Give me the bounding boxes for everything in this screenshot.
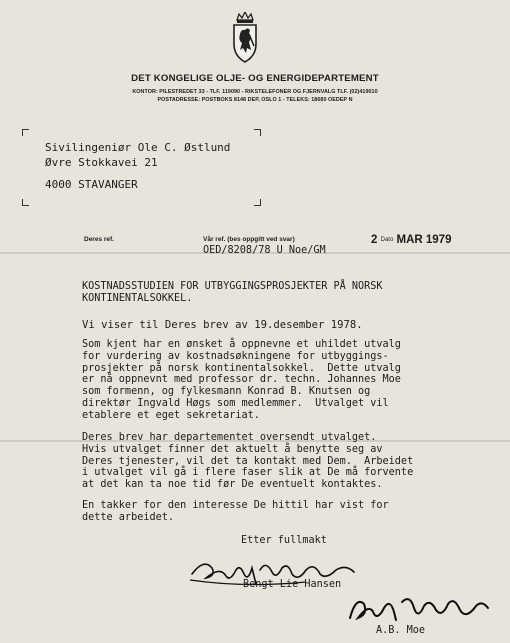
- var-ref-value: OED/8208/78 U Noe/GM: [203, 245, 326, 256]
- subject: [82, 281, 502, 305]
- signer-name: Bengt Lie Hansen: [243, 579, 342, 590]
- text-line: En takker for den interesse De hittil har vist for: [82, 500, 389, 511]
- text-line: at det kan ta noe tid før De eventuelt kontaktes.: [82, 479, 383, 491]
- text-line: Deres tjenester, vil det ta kontakt med Dem. Arbeidet: [82, 455, 414, 467]
- address-window-corner: [22, 199, 29, 206]
- date-day: 2: [371, 234, 378, 246]
- address-window-corner: [254, 199, 261, 206]
- paragraph-committee: [82, 339, 502, 422]
- text-line: Som kjent har en ønsket å oppnevne et uhildet utvalg: [82, 339, 401, 350]
- signature-moe: [344, 590, 494, 628]
- office-address-line: KONTOR: PILESTREDET 33 - TLF. 119090 - RIKSTELEFONER OG FJERNVALG TLF. (02)419010: [132, 89, 378, 95]
- recipient-city: 4000 STAVANGER: [45, 177, 138, 191]
- text-line: er nå oppnevnt med professor dr. techn. Johannes Moe: [82, 374, 401, 386]
- date-label: Dato: [380, 236, 394, 243]
- address-window-corner: [254, 129, 261, 136]
- text-line: Hvis utvalget finner det aktuelt å benytte seg av: [82, 443, 383, 455]
- department-name: DET KONGELIGE OLJE- OG ENERGIDEPARTEMENT: [131, 73, 379, 84]
- subject-line: KOSTNADSSTUDIEN FOR UTBYGGINGSPROSJEKTER PÅ NORSK: [82, 281, 383, 292]
- address-window-corner: [22, 129, 29, 136]
- text-line: i utvalget vil gå i flere faser slik at De må forvente: [82, 467, 414, 479]
- text-line: prosjekter på norsk kontinentalsokkel. Dette utvalg: [82, 362, 401, 374]
- norwegian-coat-of-arms-icon: [228, 12, 262, 64]
- subject-line: KONTINENTALSOKKEL.: [82, 292, 193, 304]
- text-line: direktør Ingvald Høgs som medlemmer. Utvalget vil: [82, 397, 389, 409]
- signer-name: A.B. Moe: [376, 625, 426, 636]
- text-line: dette arbeidet.: [82, 511, 175, 523]
- date-stamp: [371, 234, 451, 246]
- paragraph-forwarded: [82, 432, 502, 491]
- paragraph-intro: Vi viser til Deres brev av 19.desember 1978.: [82, 319, 363, 331]
- paragraph-thanks: [82, 500, 502, 524]
- var-ref-label: Vår ref. (bes oppgitt ved svar): [203, 236, 295, 243]
- date-month-year: MAR 1979: [396, 234, 452, 246]
- recipient-name: Sivilingeniør Ole C. Østlund: [45, 141, 231, 154]
- text-line: som formenn, og fylkesmann Konrad B. Knutsen og: [82, 386, 371, 398]
- postal-address-line: POSTADRESSE: POSTBOKS 8148 DEP, OSLO 1 - TELEKS: 18680 OEDEP N: [157, 97, 353, 103]
- recipient-address: [45, 141, 230, 192]
- text-line: Deres brev har departementet oversendt utvalget.: [82, 432, 377, 443]
- deres-ref-label: Deres ref.: [84, 236, 114, 243]
- text-line: for vurdering av kostnadsøkningene for utbyggings-: [82, 350, 389, 362]
- closing-phrase: Etter fullmakt: [241, 535, 327, 546]
- text-line: etablere et eget sekretariat.: [82, 409, 260, 421]
- recipient-street: Øvre Stokkavei 21: [45, 155, 158, 169]
